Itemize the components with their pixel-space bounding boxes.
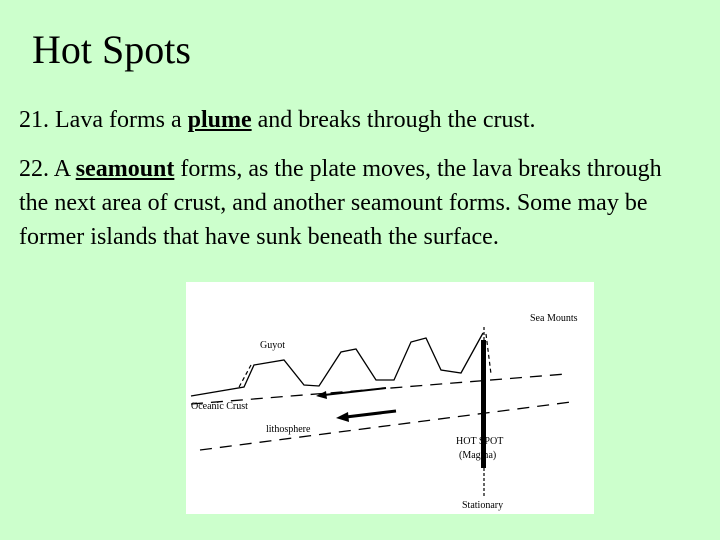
arrowhead-icon [336,412,349,422]
paragraph-number: 22. [19,156,49,182]
label-sea-mounts: Sea Mounts [530,313,578,324]
paragraph-text: Lava forms a [55,107,182,133]
diagram-svg [186,282,594,514]
seafloor-profile [191,333,483,396]
paragraph-22 [19,152,679,254]
plate-motion-arrow [324,388,386,395]
paragraph-text: A [53,156,70,182]
arrowhead-icon [316,391,327,399]
label-oceanic-crust: Oceanic Crust [191,401,248,412]
label-magma: (Magma) [459,450,497,461]
seamount-dashed-slope [486,334,491,374]
term-seamount: seamount [75,156,175,182]
paragraph-text: forms, as the plate moves, the lava breaks through the next area of crust, and another seamount forms. Some may be former islands that have sunk beneath the surface. [19,156,662,250]
slide-title: Hot Spots [32,27,191,72]
hot-spot-diagram [186,282,594,514]
paragraph-21 [19,103,679,137]
label-guyot: Guyot [260,340,285,351]
magma-plume-column [481,340,486,468]
paragraph-number: 21. [19,107,49,133]
paragraph-text: and breaks through the crust. [257,107,536,133]
term-plume: plume [187,107,252,133]
lithosphere-dashed-line [200,402,571,450]
plate-motion-arrow [346,411,396,417]
label-lithosphere: lithosphere [266,424,311,435]
label-stationary: Stationary [462,500,504,511]
label-hot-spot: HOT SPOT [456,436,504,447]
